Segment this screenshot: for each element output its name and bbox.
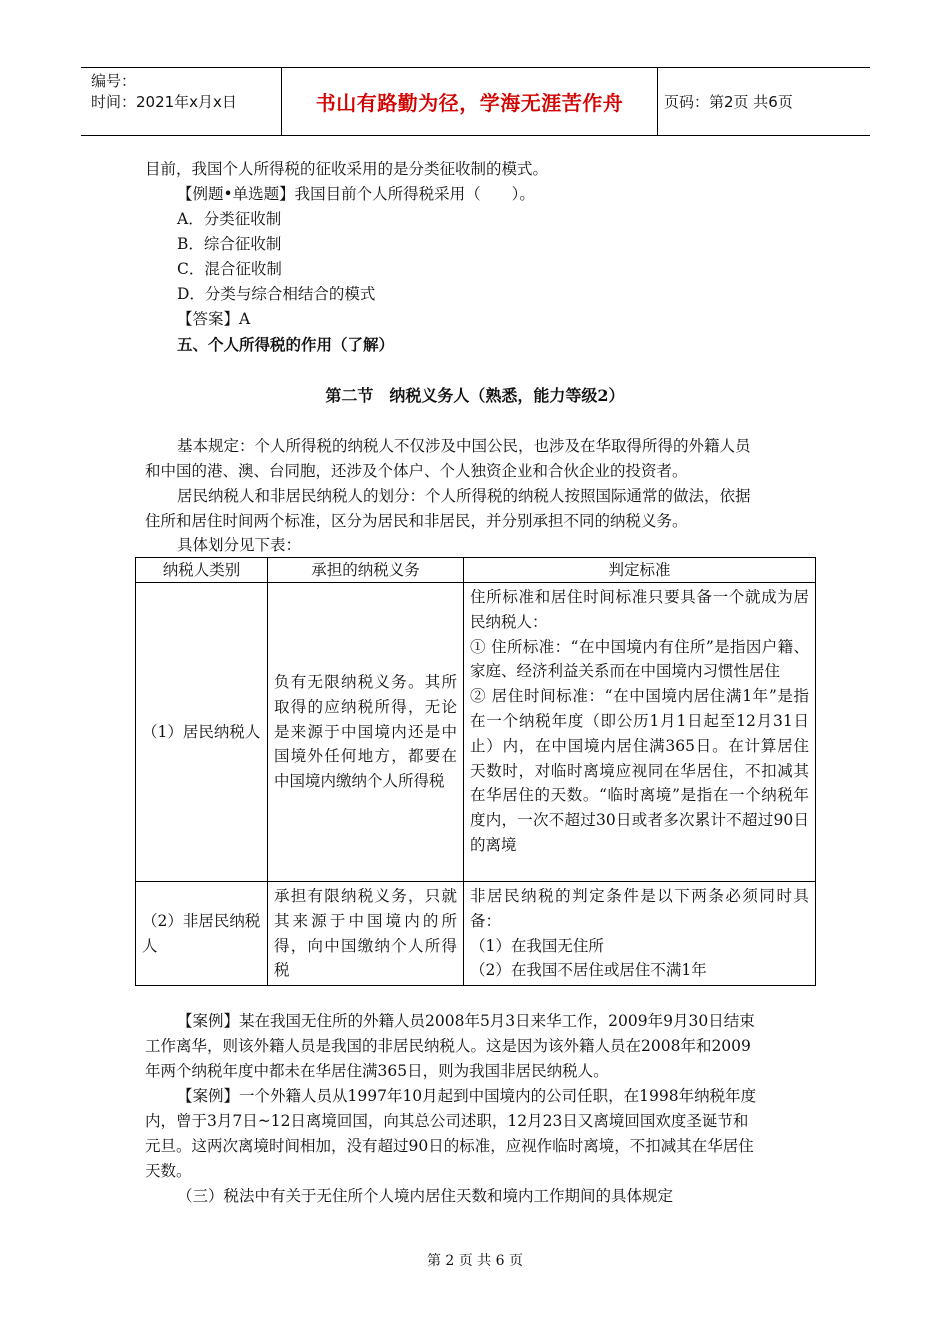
table-header-row bbox=[136, 558, 816, 583]
basic-rule-line2: 和中国的港、澳、台同胞，还涉及个体户、个人独资企业和合伙企业的投资者。 bbox=[145, 462, 688, 480]
header-duty: 承担的纳税义务 bbox=[268, 558, 464, 583]
case1-line2: 工作离华，则该外籍人员是我国的非居民纳税人。这是因为该外籍人员在2008年和2009 bbox=[145, 1037, 751, 1055]
doc-time-label: 时间：2021年x月x日 bbox=[91, 93, 237, 111]
option-d: D．分类与综合相结合的模式 bbox=[177, 285, 376, 303]
rule-three-heading: （三）税法中有关于无住所个人境内居住天数和境内工作期间的具体规定 bbox=[177, 1187, 674, 1205]
option-c: C．混合征收制 bbox=[177, 260, 282, 278]
section-title: 第二节 纳税义务人（熟悉，能力等级2） bbox=[325, 386, 625, 405]
taxpayer-table bbox=[135, 557, 816, 986]
division-line2: 住所和居住时间两个标准，区分为居民和非居民，并分别承担不同的纳税义务。 bbox=[145, 512, 688, 530]
table-row bbox=[136, 882, 816, 986]
case1-line1: 【案例】某在我国无住所的外籍人员2008年5月3日来华工作，2009年9月30日结束 bbox=[177, 1012, 755, 1030]
basic-rule-line1: 基本规定：个人所得税的纳税人不仅涉及中国公民，也涉及在华取得所得的外籍人员 bbox=[177, 437, 751, 455]
header-meta bbox=[81, 68, 282, 135]
resident-criteria-domicile: ① 住所标准：“在中国境内有住所”是指因户籍、家庭、经济利益关系而在中国境内习惯性居住 bbox=[470, 637, 809, 681]
nonresident-duty: 承担有限纳税义务，只就其来源于中国境内的所得，向中国缴纳个人所得税 bbox=[268, 882, 464, 986]
header-category: 纳税人类别 bbox=[136, 558, 268, 583]
heading-five: 五、个人所得税的作用（了解） bbox=[177, 335, 395, 354]
example-question: 【例题•单选题】我国目前个人所得税采用（ ）。 bbox=[177, 185, 535, 203]
header-motto: 书山有路勤为径，学海无涯苦作舟 bbox=[282, 68, 658, 135]
case2-line1: 【案例】一个外籍人员从1997年10月起到中国境内的公司任职，在1998年纳税年度 bbox=[177, 1087, 757, 1105]
nonresident-criteria-1: （1）在我国无住所 bbox=[470, 936, 604, 955]
table-intro: 具体划分见下表： bbox=[177, 536, 302, 554]
resident-criteria-residence: ② 居住时间标准：“在中国境内居住满1年”是指在一个纳税年度（即公历1月1日起至12月31日止）内，在中国境内居住满365日。在计算居住天数时，对临时离境应视同在华居住，不扣减其在华居住的天数。“临时离境”是指在一个纳税年度内，一次不超过30日或者多次累计不超过90日的离境 bbox=[470, 687, 809, 854]
answer: 【答案】A bbox=[177, 310, 251, 328]
page-header bbox=[81, 67, 870, 136]
case2-line2: 内，曾于3月7日~12日离境回国，向其总公司述职，12月23日又离境回国欢度圣诞节和 bbox=[145, 1112, 749, 1130]
division-line1: 居民纳税人和非居民纳税人的划分：个人所得税的纳税人按照国际通常的做法，依据 bbox=[177, 487, 751, 505]
page-footer: 第 2 页 共 6 页 bbox=[426, 1253, 524, 1269]
case1-line3: 年两个纳税年度中都未在华居住满365日，则为我国非居民纳税人。 bbox=[145, 1062, 609, 1080]
option-a: A．分类征收制 bbox=[177, 210, 282, 228]
nonresident-category: （2）非居民纳税人 bbox=[136, 882, 268, 986]
doc-number-label: 编号： bbox=[91, 72, 137, 90]
resident-criteria bbox=[464, 583, 816, 882]
header-criteria: 判定标准 bbox=[464, 558, 816, 583]
resident-criteria-intro: 住所标准和居住时间标准只要具备一个就成为居民纳税人： bbox=[470, 588, 809, 631]
table-row bbox=[136, 583, 816, 882]
nonresident-criteria bbox=[464, 882, 816, 986]
case2-line3: 元旦。这两次离境时间相加，没有超过90日的标准，应视作临时离境，不扣减其在华居住 bbox=[145, 1137, 754, 1155]
nonresident-criteria-2: （2）在我国不居住或居住不满1年 bbox=[470, 961, 707, 980]
resident-duty: 负有无限纳税义务。其所取得的应纳税所得，无论是来源于中国境内还是中国境外任何地方，都要在中国境内缴纳个人所得税 bbox=[268, 583, 464, 882]
paragraph-levy-mode: 目前，我国个人所得税的征收采用的是分类征收制的模式。 bbox=[145, 160, 549, 178]
nonresident-criteria-intro: 非居民纳税的判定条件是以下两条必须同时具备： bbox=[470, 887, 809, 930]
header-page-info: 页码：第2页 共6页 bbox=[664, 93, 793, 111]
case2-line4: 天数。 bbox=[145, 1162, 192, 1180]
resident-category: （1）居民纳税人 bbox=[136, 583, 268, 882]
option-b: B．综合征收制 bbox=[177, 235, 282, 253]
